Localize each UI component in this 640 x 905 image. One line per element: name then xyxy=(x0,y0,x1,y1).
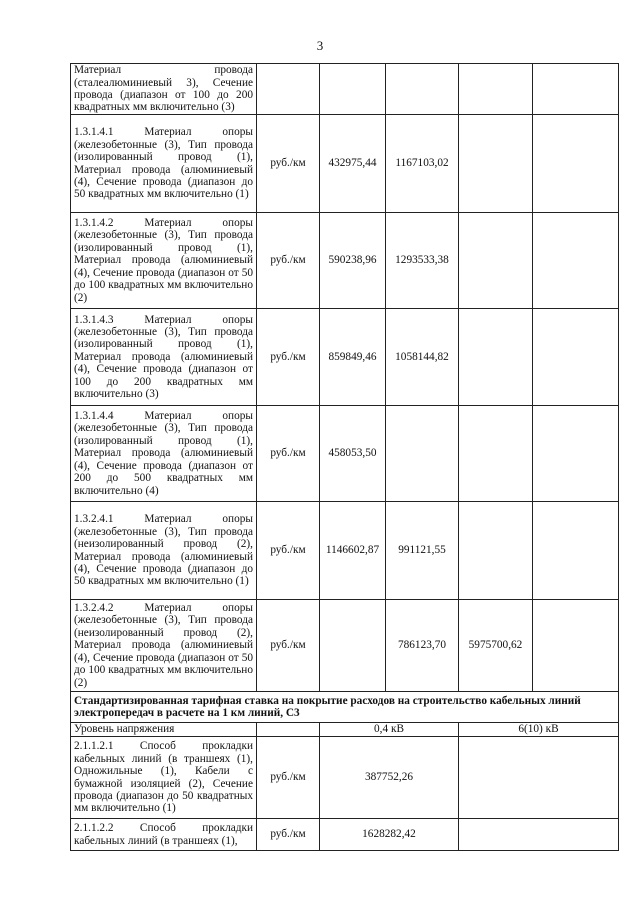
unit-cell: руб./км xyxy=(257,115,320,213)
table-row xyxy=(71,213,619,309)
value-cell: 1293533,38 xyxy=(386,213,459,309)
value-cell xyxy=(533,502,619,600)
value-cell xyxy=(533,600,619,692)
voltage-04-header: 0,4 кВ xyxy=(320,723,459,737)
value-cell xyxy=(320,600,386,692)
unit-cell: руб./км xyxy=(257,502,320,600)
row-description: 2.1.1.2.1 Способ прокладки кабельных линий (в траншеях (1), Одножильные (1), Кабели с бумажной изоляцией (2), Сечение провода (диапазон до 50 квадратных мм включительно (1) xyxy=(71,737,257,819)
value-cell: 991121,55 xyxy=(386,502,459,600)
table-row xyxy=(71,819,619,851)
value-cell xyxy=(459,115,533,213)
value-cell xyxy=(533,213,619,309)
row-description: 1.3.1.4.1 Материал опоры (железобетонные (3), Тип провода (изолированный провод (1), Материал провода (алюминиевый (4), Сечение провода (диапазон до 50 квадратных мм включительно (1) xyxy=(71,115,257,213)
table-row xyxy=(71,502,619,600)
unit-cell: руб./км xyxy=(257,213,320,309)
value-cell: 1146602,87 xyxy=(320,502,386,600)
unit-cell xyxy=(257,64,320,115)
value-04-cell: 387752,26 xyxy=(320,737,459,819)
value-cell xyxy=(533,309,619,406)
value-cell: 458053,50 xyxy=(320,406,386,502)
voltage-label: Уровень напряжения xyxy=(71,723,257,737)
value-cell xyxy=(459,502,533,600)
row-description: 1.3.1.4.2 Материал опоры (железобетонные (3), Тип провода (изолированный провод (1), Материал провода (алюминиевый (4), Сечение провода (диапазон от 50 до 100 квадратных мм включительно (2) xyxy=(71,213,257,309)
voltage-610-header: 6(10) кВ xyxy=(459,723,619,737)
table-row xyxy=(71,737,619,819)
section-title: Стандартизированная тарифная ставка на покрытие расходов на строительство кабельных линий электропередач в расчете на 1 км линий, С3 xyxy=(71,692,619,723)
value-cell xyxy=(459,406,533,502)
unit-cell: руб./км xyxy=(257,737,320,819)
value-cell xyxy=(459,213,533,309)
value-cell xyxy=(533,406,619,502)
value-cell xyxy=(320,64,386,115)
value-610-cell xyxy=(459,819,619,851)
row-description: 1.3.2.4.2 Материал опоры (железобетонные (3), Тип провода (неизолированный провод (2), Материал провода (алюминиевый (4), Сечение провода (диапазон от 50 до 100 квадратных мм включительно (2) xyxy=(71,600,257,692)
section-header-row xyxy=(71,692,619,723)
unit-cell: руб./км xyxy=(257,309,320,406)
value-cell: 859849,46 xyxy=(320,309,386,406)
value-cell xyxy=(386,64,459,115)
value-cell xyxy=(533,64,619,115)
value-cell xyxy=(533,115,619,213)
value-cell: 786123,70 xyxy=(386,600,459,692)
value-610-cell xyxy=(459,737,619,819)
table-row xyxy=(71,64,619,115)
value-cell: 590238,96 xyxy=(320,213,386,309)
value-cell xyxy=(459,64,533,115)
row-description: 1.3.1.4.3 Материал опоры (железобетонные (3), Тип провода (изолированный провод (1), Материал провода (алюминиевый (4), Сечение провода (диапазон от 100 до 200 квадратных мм включительно (3) xyxy=(71,309,257,406)
table-row xyxy=(71,600,619,692)
value-cell: 1058144,82 xyxy=(386,309,459,406)
row-description: 1.3.2.4.1 Материал опоры (железобетонные (3), Тип провода (неизолированный провод (2), Материал провода (алюминиевый (4), Сечение провода (диапазон до 50 квадратных мм включительно (1) xyxy=(71,502,257,600)
row-description: 2.1.1.2.2 Способ прокладки кабельных линий (в траншеях (1), xyxy=(71,819,257,851)
voltage-row xyxy=(71,723,619,737)
unit-cell: руб./км xyxy=(257,406,320,502)
table-row xyxy=(71,309,619,406)
table-row xyxy=(71,115,619,213)
table-row xyxy=(71,406,619,502)
unit-cell: руб./км xyxy=(257,600,320,692)
value-cell: 1167103,02 xyxy=(386,115,459,213)
value-cell: 5975700,62 xyxy=(459,600,533,692)
row-description: Материал провода (сталеалюминиевый 3), Сечение провода (диапазон от 100 до 200 квадратных мм включительно (3) xyxy=(71,64,257,115)
value-04-cell: 1628282,42 xyxy=(320,819,459,851)
tariff-table xyxy=(70,63,619,851)
unit-cell: руб./км xyxy=(257,819,320,851)
value-cell: 432975,44 xyxy=(320,115,386,213)
page-number: 3 xyxy=(316,38,324,53)
value-cell xyxy=(386,406,459,502)
voltage-spacer-cell xyxy=(257,723,320,737)
row-description: 1.3.1.4.4 Материал опоры (железобетонные (3), Тип провода (изолированный провод (1), Материал провода (алюминиевый (4), Сечение провода (диапазон от 200 до 500 квадратных мм включительно (4) xyxy=(71,406,257,502)
value-cell xyxy=(459,309,533,406)
